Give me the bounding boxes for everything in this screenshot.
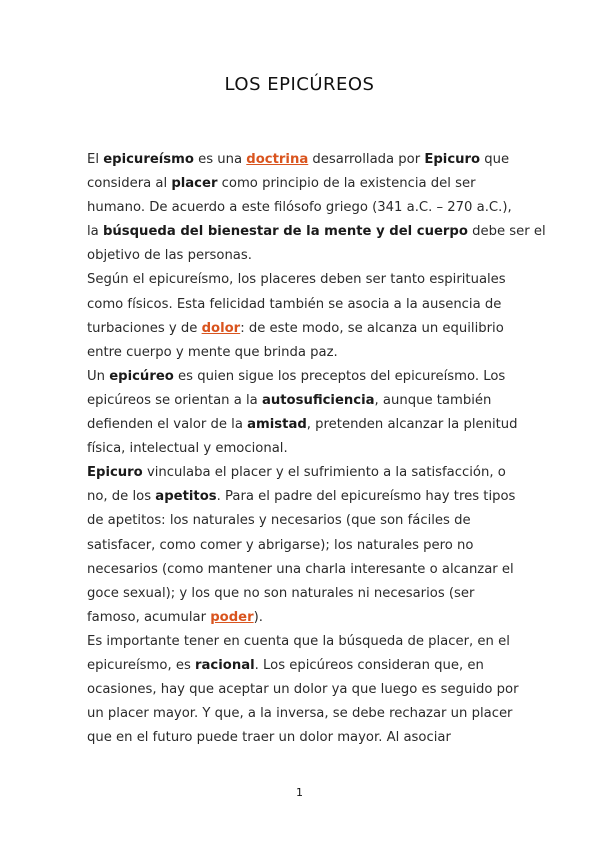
bold-term: placer <box>171 176 218 192</box>
text-run: ). <box>253 609 263 625</box>
text-run: . Para el padre del epicureísmo hay tres tipos <box>216 489 516 505</box>
text-line <box>87 172 527 196</box>
text-run: necesarios (como mantener una charla interesante o alcanzar el <box>87 561 514 577</box>
text-line <box>87 558 527 582</box>
text-run: de apetitos: los naturales y necesarios (que son fáciles de <box>87 513 471 529</box>
text-line <box>87 678 527 702</box>
text-line <box>87 437 527 461</box>
text-line <box>87 654 527 678</box>
text-line <box>87 582 527 606</box>
text-run: objetivo de las personas. <box>87 248 252 264</box>
text-line <box>87 244 527 268</box>
keyword-link[interactable]: doctrina <box>246 152 309 167</box>
text-run: no, de los <box>87 489 156 505</box>
text-line <box>87 534 527 558</box>
text-line <box>87 726 527 750</box>
text-run: un placer mayor. Y que, a la inversa, se debe rechazar un placer <box>87 706 513 722</box>
text-line <box>87 702 527 726</box>
bold-term: epicúreo <box>109 368 174 384</box>
text-run: que <box>480 152 510 167</box>
bold-term: racional <box>195 657 255 673</box>
text-run: : de este modo, se alcanza un equilibrio <box>240 320 504 336</box>
text-run: Un <box>87 368 110 384</box>
text-line <box>87 413 527 437</box>
bold-term: Epicuro <box>424 152 481 167</box>
text-run: ocasiones, hay que aceptar un dolor ya que luego es seguido por <box>87 682 519 698</box>
text-line <box>87 630 527 654</box>
text-run: humano. De acuerdo a este filósofo griego (341 a.C. – 270 a.C.), <box>87 200 512 216</box>
text-run: física, intelectual y emocional. <box>87 441 288 457</box>
bold-term: epicureísmo <box>103 152 194 167</box>
document-title: LOS EPICÚREOS <box>224 74 375 95</box>
text-run: Según el epicureísmo, los placeres deben ser tanto espirituales <box>87 272 506 288</box>
text-run: como principio de la existencia del ser <box>217 176 476 192</box>
text-line <box>87 293 527 317</box>
text-line <box>87 317 527 341</box>
text-run: . Los epicúreos consideran que, en <box>254 657 484 673</box>
text-run: como físicos. Esta felicidad también se asocia a la ausencia de <box>87 296 502 312</box>
bold-term: búsqueda del bienestar de la mente y del cuerpo <box>102 224 468 240</box>
bold-term: apetitos <box>155 489 217 505</box>
page-number: 1 <box>296 786 303 799</box>
text-run: turbaciones y de <box>87 320 202 336</box>
text-run: Es importante tener en cuenta que la búsqueda de placer, en el <box>87 633 510 649</box>
keyword-link[interactable]: dolor <box>201 320 241 336</box>
text-line <box>87 196 527 220</box>
bold-term: autosuficiencia <box>261 392 375 408</box>
bold-term: amistad <box>247 417 307 433</box>
text-line <box>87 268 527 292</box>
text-line <box>87 461 527 485</box>
keyword-link[interactable]: poder <box>210 609 254 625</box>
text-run: entre cuerpo y mente que brinda paz. <box>87 344 338 360</box>
text-run: famoso, acumular <box>87 609 211 625</box>
bold-term: Epicuro <box>87 465 143 481</box>
text-run: epicúreos se orientan a la <box>87 392 262 408</box>
text-run: desarrollada por <box>308 152 425 167</box>
text-run: debe ser el <box>467 224 546 240</box>
text-line <box>87 606 527 630</box>
text-line <box>87 389 527 413</box>
text-line <box>87 485 527 509</box>
text-run: es una <box>193 152 247 167</box>
text-run: epicureísmo, es <box>87 657 196 673</box>
text-run: vinculaba el placer y el sufrimiento a la satisfacción, o <box>142 465 506 481</box>
text-run: considera al <box>87 176 172 192</box>
text-run: satisfacer, como comer y abrigarse); los naturales pero no <box>87 537 474 553</box>
text-line <box>87 509 527 533</box>
text-run: , pretenden alcanzar la plenitud <box>306 417 518 433</box>
document-body <box>87 148 546 750</box>
text-line <box>87 341 527 365</box>
text-run: es quien sigue los preceptos del epicureísmo. Los <box>173 368 506 384</box>
text-run: , aunque también <box>374 392 492 408</box>
text-line <box>87 220 546 244</box>
text-run: la <box>87 224 103 240</box>
text-run: El <box>87 152 104 167</box>
text-run: defienden el valor de la <box>87 417 248 433</box>
text-run: goce sexual); y los que no son naturales ni necesarios (ser <box>87 585 475 601</box>
text-line <box>87 365 527 389</box>
text-line <box>87 148 527 172</box>
text-run: que en el futuro puede traer un dolor mayor. Al asociar <box>87 730 451 746</box>
